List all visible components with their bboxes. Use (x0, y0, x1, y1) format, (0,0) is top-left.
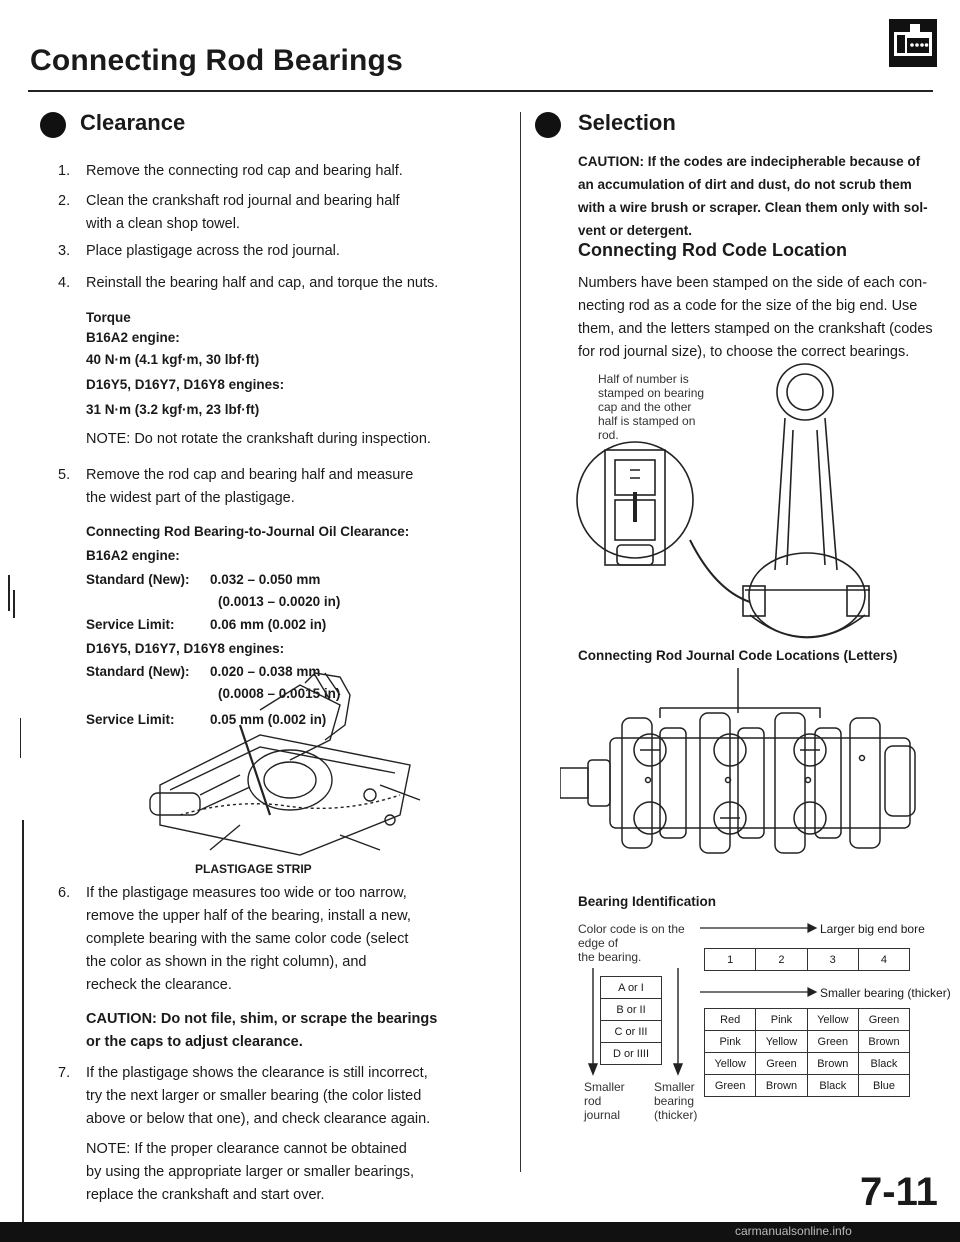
torque-value-1: 40 N·m (4.1 kgf·m, 30 lbf·ft) (86, 352, 260, 367)
torque-label: Torque (86, 310, 131, 325)
rod-caption: Half of number is stamped on bearing cap and the other half is stamped on rod. (598, 372, 705, 442)
color-cell: Green (858, 1009, 909, 1031)
step-2: 2. Clean the crankshaft rod journal and bearing half with a clean shop towel. (58, 193, 400, 232)
caution-bearings-1: CAUTION: Do not file, shim, or scrape the bearings (86, 1011, 438, 1027)
color-cell: Pink (756, 1009, 807, 1031)
bore-code: 4 (858, 949, 909, 971)
plastigage-figure (140, 665, 440, 865)
smaller-bearing-thicker: Smaller bearing (thicker) (654, 1080, 698, 1122)
note-final-3: replace the crankshaft and start over. (86, 1187, 325, 1203)
note-final-2: by using the appropriate larger or smaller bearings, (86, 1164, 415, 1180)
selection-caution: CAUTION: If the codes are indecipherable because of an accumulation of dirt and dust, do not scrub them with a wire brush or scraper. Clean them only with sol- vent or detergent. (578, 154, 928, 238)
column-divider (520, 112, 521, 1172)
color-cell: Green (705, 1075, 756, 1097)
color-cell: Black (858, 1053, 909, 1075)
watermark: carmanualsonline.info (735, 1224, 852, 1238)
color-cell: Green (807, 1031, 858, 1053)
margin-mark (22, 820, 24, 1240)
journal-code: B or II (601, 999, 662, 1021)
header-rule (28, 90, 933, 92)
step-7: 7. If the plastigage shows the clearance is still incorrect, try the next larger or smaller bearing (the color listed above or below that one), and check clearance again. (58, 1065, 431, 1127)
spec-svc-label-1: Service Limit: (86, 617, 175, 632)
oil-clearance-heading: Connecting Rod Bearing-to-Journal Oil Clearance: (86, 524, 410, 539)
note-rotate: NOTE: Do not rotate the crankshaft during inspection. (86, 431, 431, 447)
bore-code: 3 (807, 949, 858, 971)
color-cell: Blue (858, 1075, 909, 1097)
bore-code: 1 (705, 949, 756, 971)
crankshaft-figure (560, 668, 920, 868)
plastigage-strip-label: PLASTIGAGE STRIP (195, 862, 312, 876)
note-final-1: NOTE: If the proper clearance cannot be obtained (86, 1141, 407, 1157)
section-bullet (535, 112, 561, 138)
journal-code: A or I (601, 977, 662, 999)
spec-engine-1: B16A2 engine: (86, 548, 180, 563)
margin-mark (20, 718, 21, 758)
engine-section-icon (888, 18, 938, 68)
torque-value-2: 31 N·m (3.2 kgf·m, 23 lbf·ft) (86, 402, 260, 417)
color-cell: Brown (807, 1053, 858, 1075)
bore-code: 2 (756, 949, 807, 971)
color-cell: Yellow (705, 1053, 756, 1075)
margin-mark (13, 590, 15, 618)
journal-code: C or III (601, 1021, 662, 1043)
code-location-text: Numbers have been stamped on the side of each con- necting rod as a code for the size of the big end. Use them, and the letters stamped on the crankshaft (codes for rod journal size), to choose the correct bearings. (578, 275, 933, 360)
journal-code-table (600, 976, 662, 1065)
larger-bore-label: Larger big end bore (820, 922, 925, 936)
section-bullet (40, 112, 66, 138)
color-cell: Pink (705, 1031, 756, 1053)
page-number: 7-11 (860, 1170, 938, 1214)
spec-std-value-2b: (0.0008 – 0.0015 in) (218, 686, 341, 701)
clearance-heading: Clearance (80, 110, 186, 135)
color-cell: Red (705, 1009, 756, 1031)
color-cell: Brown (858, 1031, 909, 1053)
journal-code-heading: Connecting Rod Journal Code Locations (Letters) (578, 648, 898, 663)
color-cell: Black (807, 1075, 858, 1097)
journal-code: D or IIII (601, 1043, 662, 1065)
step-6: 6. If the plastigage measures too wide or too narrow, remove the upper half of the bearing, install a new, complete bearing with the same color code (select the color as shown in the right column), and recheck the clearance. (58, 885, 411, 993)
color-code-text: Color code is on the edge of the bearing. (578, 922, 685, 964)
code-location-heading: Connecting Rod Code Location (578, 240, 847, 260)
smaller-rod-journal: Smaller rod journal (584, 1080, 625, 1122)
spec-std-label-2: Standard (New): (86, 664, 190, 679)
torque-engine-2: D16Y5, D16Y7, D16Y8 engines: (86, 377, 285, 392)
spec-svc-value-1: 0.06 mm (0.002 in) (210, 617, 327, 632)
spec-std-value-1: 0.032 – 0.050 mm (210, 572, 321, 587)
spec-std-label-1: Standard (New): (86, 572, 190, 587)
spec-svc-value-2: 0.05 mm (0.002 in) (210, 712, 327, 727)
color-cell: Yellow (756, 1031, 807, 1053)
torque-engine-1: B16A2 engine: (86, 330, 180, 345)
page-title: Connecting Rod Bearings (30, 44, 403, 77)
bore-code-row (704, 948, 910, 971)
color-cell: Yellow (807, 1009, 858, 1031)
connecting-rod-figure (575, 360, 915, 645)
bearing-color-table (704, 1008, 910, 1097)
selection-heading: Selection (578, 110, 676, 135)
bearing-id-heading: Bearing Identification (578, 894, 717, 909)
smaller-bearing-label: Smaller bearing (thicker) (820, 986, 951, 1000)
step-5: 5. Remove the rod cap and bearing half and measure the widest part of the plastigage. (58, 467, 414, 506)
color-cell: Brown (756, 1075, 807, 1097)
spec-std-value-1b: (0.0013 – 0.0020 in) (218, 594, 341, 609)
caution-bearings-2: or the caps to adjust clearance. (86, 1034, 303, 1050)
spec-std-value-2: 0.020 – 0.038 mm (210, 664, 321, 679)
margin-mark (8, 575, 10, 611)
spec-engine-2: D16Y5, D16Y7, D16Y8 engines: (86, 641, 285, 656)
spec-svc-label-2: Service Limit: (86, 712, 175, 727)
color-cell: Green (756, 1053, 807, 1075)
